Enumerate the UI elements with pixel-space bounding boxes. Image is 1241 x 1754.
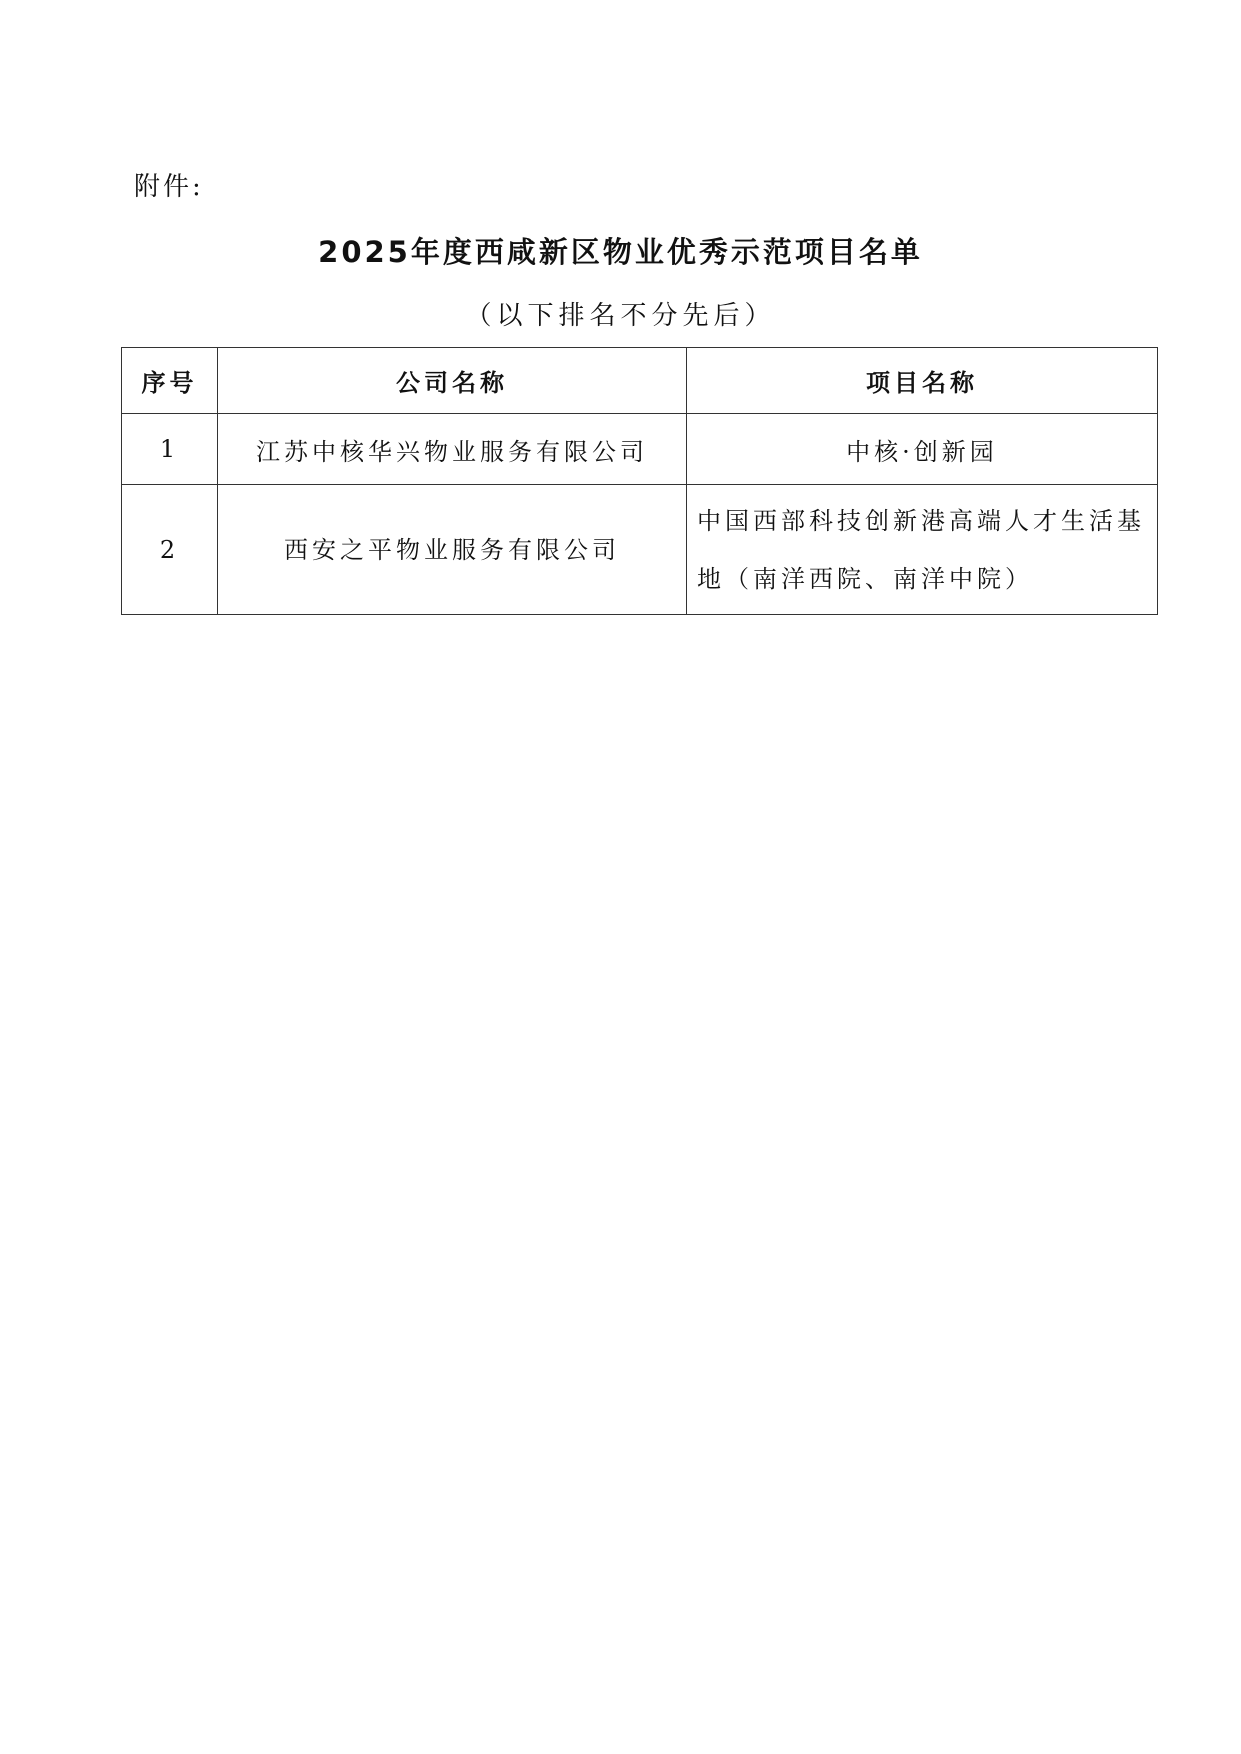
header-number: 序号 (122, 348, 218, 414)
project-list-table (121, 347, 1158, 615)
project-name: 中国西部科技创新港高端人才生活基地（南洋西院、南洋中院） (687, 485, 1158, 615)
header-company: 公司名称 (218, 348, 687, 414)
row-number: 2 (122, 485, 218, 615)
table-header-row (122, 348, 1158, 414)
project-name: 中核·创新园 (687, 414, 1158, 485)
attachment-label: 附件: (134, 172, 204, 202)
document-subtitle: （以下排名不分先后） (465, 301, 776, 331)
document-title: 2025年度西咸新区物业优秀示范项目名单 (318, 235, 923, 269)
company-name: 江苏中核华兴物业服务有限公司 (218, 414, 687, 485)
header-project: 项目名称 (687, 348, 1158, 414)
company-name: 西安之平物业服务有限公司 (218, 485, 687, 615)
table-row (122, 414, 1158, 485)
table-row (122, 485, 1158, 615)
row-number: 1 (122, 414, 218, 485)
